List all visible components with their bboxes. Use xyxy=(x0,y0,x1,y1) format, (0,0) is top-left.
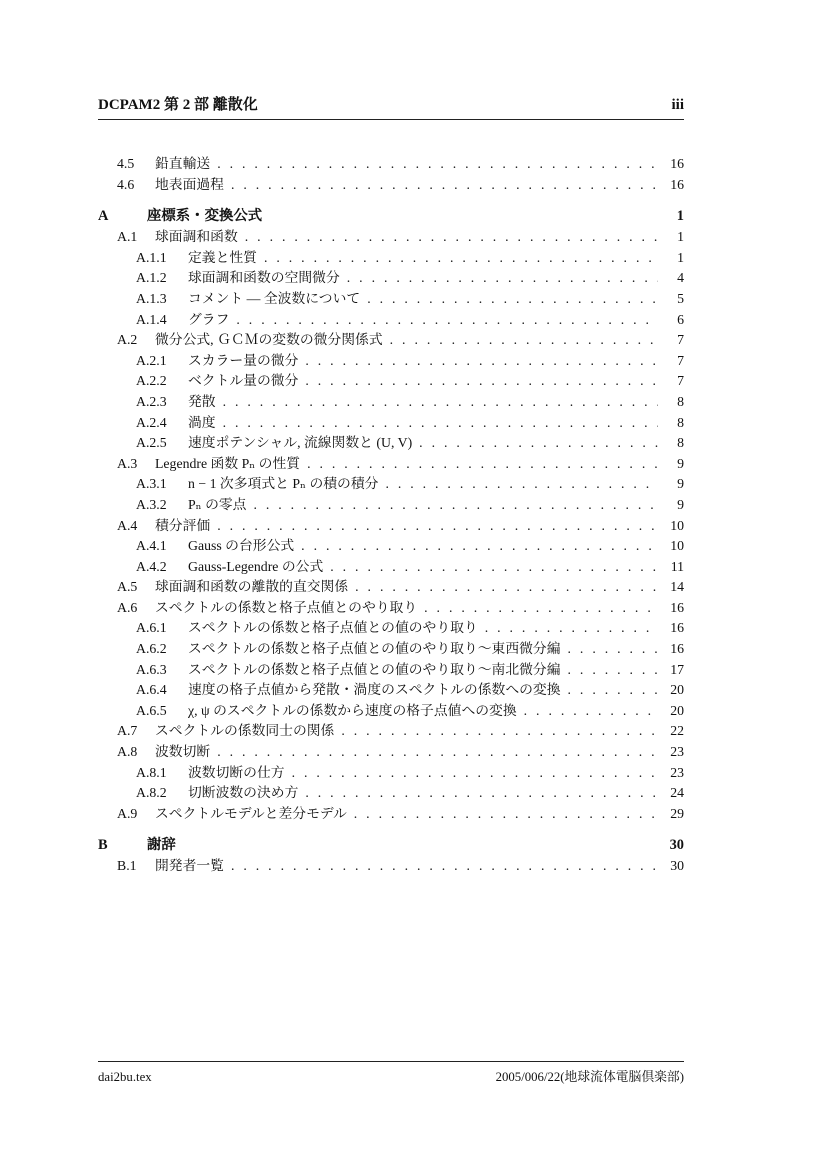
toc-entry-title: χ, ψ のスペクトルの係数から速度の格子点値への変換 xyxy=(188,702,517,718)
toc-entry-number: B.1 xyxy=(117,858,137,874)
toc-entry-number: A.9 xyxy=(117,805,138,821)
toc-entry-A.1.2[interactable] xyxy=(98,268,684,289)
toc-entry-title: 開発者一覧 xyxy=(155,858,224,874)
toc-leader-dots xyxy=(419,433,658,454)
toc-entry-A.3.1[interactable] xyxy=(98,474,684,495)
toc-entry-title: Pₙ の零点 xyxy=(188,496,247,512)
toc-entry-number: A.6.2 xyxy=(136,641,167,657)
toc-entry-number: A.3 xyxy=(117,455,138,471)
toc-entry-page: 22 xyxy=(670,723,684,739)
toc-entry-number: A.6.4 xyxy=(136,682,167,698)
toc-leader-dots xyxy=(354,804,658,825)
toc-entry-number: A.6.3 xyxy=(136,661,167,677)
toc-entry-title: 微分公式, ＧＣＭの変数の微分関係式 xyxy=(155,332,383,348)
toc-entry-title: 定義と性質 xyxy=(188,249,257,265)
toc-entry-number: A.2.2 xyxy=(136,373,167,389)
toc-entry-page: 16 xyxy=(670,156,684,171)
toc-entry-number: A.6 xyxy=(117,599,138,615)
toc-entry-number: A.8 xyxy=(117,744,138,760)
toc-entry-title: 切断波数の決め方 xyxy=(188,785,299,801)
toc-entry-title: Gauss-Legendre の公式 xyxy=(188,558,324,574)
toc-entry-A.8.2[interactable] xyxy=(98,783,684,804)
toc-leader-dots xyxy=(217,516,658,537)
toc-entry-B[interactable] xyxy=(98,835,684,856)
toc-entry-page: 1 xyxy=(676,208,684,225)
toc-entry-number: A.1.1 xyxy=(136,249,167,265)
running-header-page-number: iii xyxy=(671,97,684,113)
toc-entry-page: 17 xyxy=(670,661,684,677)
toc-entry-page: 16 xyxy=(670,641,684,657)
toc-entry-number: A.5 xyxy=(117,579,138,595)
toc-entry-page: 30 xyxy=(669,837,684,854)
toc-entry-title: 速度ポテンシャル, 流線関数と (U, V) xyxy=(188,435,413,451)
toc-entry-title: 鉛直輸送 xyxy=(155,156,211,171)
toc-entry-page: 24 xyxy=(670,785,684,801)
toc-leader-dots xyxy=(347,268,658,289)
toc-entry-page: 23 xyxy=(670,744,684,760)
toc-leader-dots xyxy=(301,536,658,557)
toc-entry-number: A.2.3 xyxy=(136,393,167,409)
toc-entry-A.6.5[interactable] xyxy=(98,701,684,722)
toc-entry-A.1.3[interactable] xyxy=(98,289,684,310)
page-content xyxy=(98,93,684,877)
toc-entry-page: 10 xyxy=(670,538,684,554)
toc-entry-title: スペクトルの係数と格子点値との値のやり取り～東西微分編 xyxy=(188,641,561,657)
toc-entry-A.3[interactable] xyxy=(98,454,684,475)
toc-entry-title: スペクトルモデルと差分モデル xyxy=(155,805,347,821)
toc-entry-number: A.3.1 xyxy=(136,476,167,492)
toc-leader-dots xyxy=(223,413,658,434)
toc-entry-page: 9 xyxy=(677,476,684,492)
toc-entry-number: A.8.1 xyxy=(136,764,167,780)
toc-leader-dots xyxy=(385,474,658,495)
toc-entry-A.7[interactable] xyxy=(98,721,684,742)
toc-entry-A.6.3[interactable] xyxy=(98,660,684,681)
toc-entry-title: 球面調和函数 xyxy=(155,229,238,245)
toc-entry-number: A.7 xyxy=(117,723,138,739)
toc-entry-number: A.2.4 xyxy=(136,414,167,430)
toc-entry-page: 20 xyxy=(670,702,684,718)
toc-entry-title: 速度の格子点値から発散・渦度のスペクトルの係数への変換 xyxy=(188,682,561,698)
toc-entry-A.6.1[interactable] xyxy=(98,618,684,639)
toc-leader-dots xyxy=(305,783,658,804)
toc-entry-page: 29 xyxy=(670,805,684,821)
toc-entry-A[interactable] xyxy=(98,206,684,227)
toc-entry-title: スカラー量の微分 xyxy=(188,352,299,368)
toc-entry-page: 23 xyxy=(670,764,684,780)
toc-leader-dots xyxy=(236,310,658,331)
toc-leader-dots xyxy=(367,289,658,310)
toc-entry-A.5[interactable] xyxy=(98,577,684,598)
toc-entry-page: 6 xyxy=(677,311,684,327)
toc-entry-page: 9 xyxy=(677,496,684,512)
toc-entry-A.6.4[interactable] xyxy=(98,680,684,701)
toc-entry-4.5[interactable] xyxy=(98,154,684,175)
toc-entry-page: 1 xyxy=(677,229,684,245)
toc-entry-A.6.2[interactable] xyxy=(98,639,684,660)
toc-entry-title: 波数切断 xyxy=(155,744,211,760)
toc-entry-number: A.6.5 xyxy=(136,702,167,718)
toc-entry-4.6[interactable] xyxy=(98,175,684,196)
toc-entry-page: 7 xyxy=(677,332,684,348)
toc-entry-page: 4 xyxy=(677,270,684,286)
toc-leader-dots xyxy=(231,175,658,196)
toc-entry-title: 波数切断の仕方 xyxy=(188,764,285,780)
toc-leader-dots xyxy=(217,154,658,175)
toc-entry-A.1.4[interactable] xyxy=(98,310,684,331)
toc-entry-page: 16 xyxy=(670,176,684,192)
toc-entry-A.4.2[interactable] xyxy=(98,557,684,578)
running-header-title: DCPAM2 第 2 部 離散化 xyxy=(98,97,258,113)
toc-entry-number: A.1.2 xyxy=(136,270,167,286)
toc-entry-page: 20 xyxy=(670,682,684,698)
toc-leader-dots xyxy=(485,618,658,639)
toc-entry-title: ベクトル量の微分 xyxy=(188,373,299,389)
toc-entry-number: A.1.4 xyxy=(136,311,167,327)
toc-leader-dots xyxy=(568,639,658,660)
toc-entry-A.8.1[interactable] xyxy=(98,763,684,784)
toc-entry-title: グラフ xyxy=(188,311,230,327)
toc-entry-number: A.4 xyxy=(117,517,138,533)
toc-entry-page: 7 xyxy=(677,352,684,368)
toc-entry-page: 16 xyxy=(670,599,684,615)
toc-entry-number: A.6.1 xyxy=(136,620,167,636)
toc-entry-number: A.4.1 xyxy=(136,538,167,554)
toc-entry-A.1[interactable] xyxy=(98,227,684,248)
toc-entry-title: 積分評価 xyxy=(155,517,211,533)
toc-leader-dots xyxy=(355,577,658,598)
toc-entry-number: A.2.5 xyxy=(136,435,167,451)
toc-leader-dots xyxy=(568,660,658,681)
toc-entry-A.2.1[interactable] xyxy=(98,351,684,372)
toc-entry-title: スペクトルの係数と格子点値とのやり取り xyxy=(155,599,418,615)
toc-entry-page: 8 xyxy=(677,414,684,430)
toc-entry-A.6[interactable] xyxy=(98,598,684,619)
toc-entry-page: 16 xyxy=(670,620,684,636)
toc-leader-dots xyxy=(253,495,658,516)
toc-leader-dots xyxy=(223,392,658,413)
toc-entry-page: 14 xyxy=(670,579,684,595)
toc-entry-A.2.3[interactable] xyxy=(98,392,684,413)
toc-entry-number: 4.5 xyxy=(117,156,135,171)
toc-entry-title: スペクトルの係数と格子点値との値のやり取り xyxy=(188,620,478,636)
toc-entry-A.2.5[interactable] xyxy=(98,433,684,454)
toc-entry-A.1.1[interactable] xyxy=(98,248,684,269)
toc-leader-dots xyxy=(292,763,658,784)
running-footer xyxy=(98,1061,684,1085)
toc-entry-page: 8 xyxy=(677,435,684,451)
toc-entry-number: 4.6 xyxy=(117,176,135,192)
toc-leader-dots xyxy=(390,330,658,351)
toc-entry-title: Legendre 函数 Pₙ の性質 xyxy=(155,455,301,471)
toc-leader-dots xyxy=(568,680,658,701)
toc-entry-title: 座標系・変換公式 xyxy=(147,208,263,225)
toc-entry-title: スペクトルの係数同士の関係 xyxy=(155,723,335,739)
footer-date-organization: 2005/006/22(地球流体電脳倶楽部) xyxy=(495,1070,684,1084)
toc-entry-page: 30 xyxy=(670,858,684,874)
toc-entry-A.8[interactable] xyxy=(98,742,684,763)
toc-entry-title: 発散 xyxy=(188,393,216,409)
toc-entry-A.4.1[interactable] xyxy=(98,536,684,557)
toc-entry-B.1[interactable] xyxy=(98,856,684,877)
toc-entry-number: B xyxy=(98,837,108,854)
toc xyxy=(98,154,684,877)
toc-entry-A.2.2[interactable] xyxy=(98,371,684,392)
toc-entry-A.9[interactable] xyxy=(98,804,684,825)
toc-entry-title: n − 1 次多項式と Pₙ の積の積分 xyxy=(188,476,379,492)
toc-entry-number: A.4.2 xyxy=(136,558,167,574)
toc-entry-A.2.4[interactable] xyxy=(98,413,684,434)
toc-entry-page: 10 xyxy=(670,517,684,533)
toc-entry-A.3.2[interactable] xyxy=(98,495,684,516)
toc-entry-number: A.1 xyxy=(117,229,138,245)
toc-entry-title: 球面調和函数の離散的直交関係 xyxy=(155,579,349,595)
toc-leader-dots xyxy=(524,701,658,722)
toc-entry-number: A.3.2 xyxy=(136,496,167,512)
toc-entry-title: 地表面過程 xyxy=(155,176,224,192)
toc-entry-A.4[interactable] xyxy=(98,516,684,537)
toc-leader-dots xyxy=(305,371,658,392)
toc-leader-dots xyxy=(341,721,658,742)
toc-leader-dots xyxy=(307,454,658,475)
toc-leader-dots xyxy=(217,742,658,763)
toc-leader-dots xyxy=(264,248,658,269)
toc-entry-title: 謝辞 xyxy=(147,837,176,854)
toc-entry-page: 7 xyxy=(677,373,684,389)
toc-entry-title: Gauss の台形公式 xyxy=(188,538,295,554)
toc-entry-title: 渦度 xyxy=(188,414,216,430)
toc-entry-number: A xyxy=(98,208,109,225)
toc-entry-page: 11 xyxy=(670,558,684,574)
running-header xyxy=(98,93,684,120)
toc-entry-number: A.8.2 xyxy=(136,785,167,801)
toc-leader-dots xyxy=(305,351,658,372)
toc-entry-page: 1 xyxy=(677,249,684,265)
toc-entry-title: コメント — 全波数について xyxy=(188,290,361,306)
toc-entry-number: A.1.3 xyxy=(136,290,167,306)
toc-entry-number: A.2 xyxy=(117,332,138,348)
toc-entry-title: スペクトルの係数と格子点値との値のやり取り～南北微分編 xyxy=(188,661,561,677)
toc-entry-page: 5 xyxy=(677,290,684,306)
toc-entry-title: 球面調和函数の空間微分 xyxy=(188,270,340,286)
toc-leader-dots xyxy=(330,557,658,578)
toc-leader-dots xyxy=(424,598,658,619)
toc-entry-number: A.2.1 xyxy=(136,352,167,368)
toc-entry-A.2[interactable] xyxy=(98,330,684,351)
toc-leader-dots xyxy=(245,227,658,248)
footer-filename: dai2bu.tex xyxy=(98,1070,152,1084)
toc-entry-page: 9 xyxy=(677,455,684,471)
toc-entry-page: 8 xyxy=(677,393,684,409)
toc-leader-dots xyxy=(231,856,658,877)
